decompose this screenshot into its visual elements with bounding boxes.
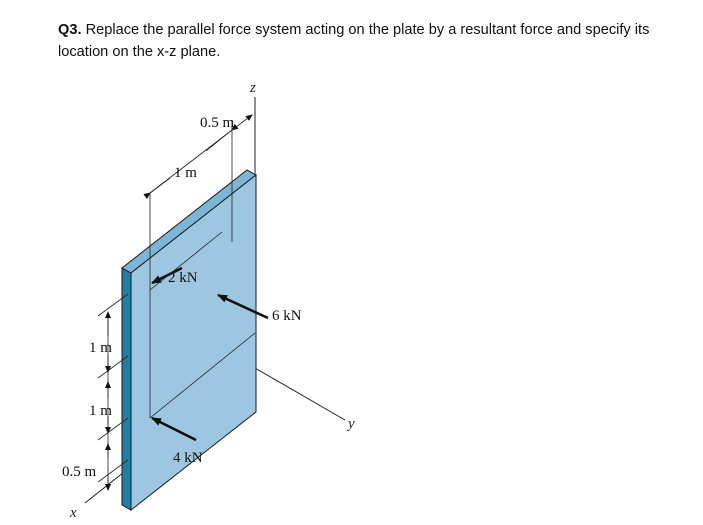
dim-left-lower: 1 m	[89, 403, 112, 419]
question-body: Replace the parallel force system acting on the plate by a resultant force and specify its location on the x-z plane.	[58, 22, 650, 60]
force-2kn-label: 2 kN	[168, 270, 198, 286]
y-axis-label: y	[348, 416, 355, 432]
question-number: Q3.	[58, 22, 82, 38]
y-axis-line	[255, 368, 345, 420]
dim-left-upper: 1 m	[89, 340, 112, 356]
force-4kn-label: 4 kN	[173, 450, 203, 466]
x-axis-label: x	[70, 505, 77, 521]
plate-edge	[122, 268, 131, 510]
dim-top-half: 0.5 m	[200, 115, 235, 131]
dim-left-bottom: 0.5 m	[62, 464, 97, 480]
force-6kn-label: 6 kN	[272, 308, 302, 324]
dim-top-one: 1 m	[174, 165, 197, 181]
z-axis-label: z	[250, 80, 256, 96]
